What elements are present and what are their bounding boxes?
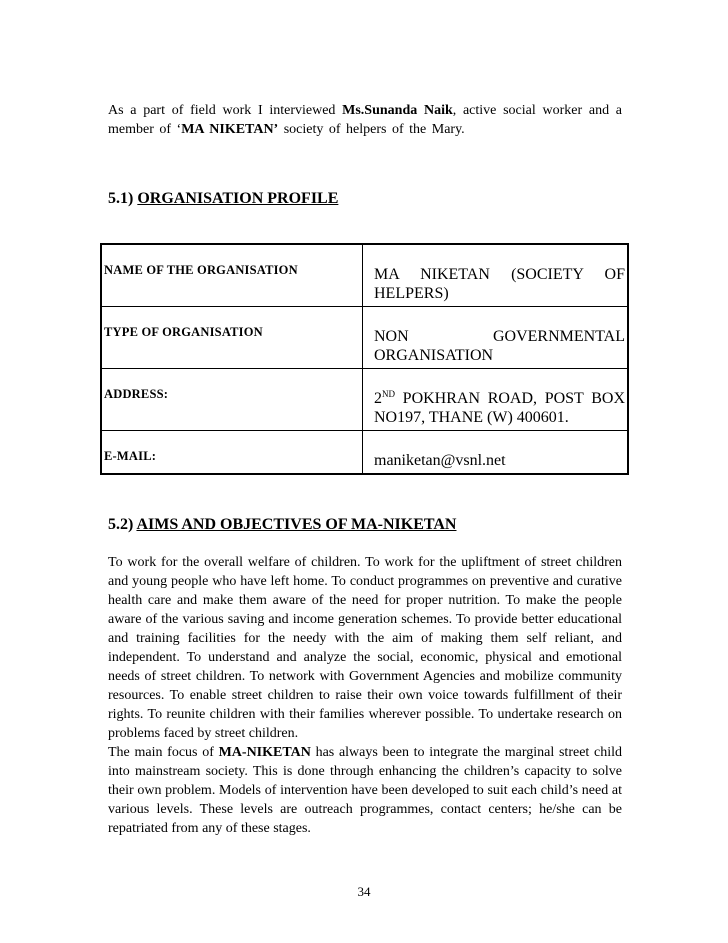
aims-paragraph-1: To work for the overall welfare of children. To work for the upliftment of street children and young people who have left home. To conduct programmes on preventive and curative health care and make them aware of the need for proper nutrition. To make the people aware of the various saving and income generation schemes. To provide better educational and training facilities for the needy with the aim of making them self reliant, and independent. To understand and analyze the social, economic, physical and emotional needs of street children. To network with Government Agencies and mobilize community resources. To enable street children to raise their own voice towards fulfillment of their rights. To reunite children with their families wherever possible. To undertake research on problems faced by street children. bbox=[108, 555, 622, 741]
table-row bbox=[101, 244, 628, 307]
section-number: 5.1) bbox=[108, 190, 138, 207]
email-label: E-MAIL: bbox=[101, 431, 363, 475]
name-value: MA NIKETAN (SOCIETY OF HELPERS) bbox=[363, 244, 629, 307]
address-value bbox=[363, 369, 629, 431]
address-superscript: ND bbox=[382, 389, 395, 399]
section-number: 5.2) bbox=[108, 516, 137, 533]
section-title: ORGANISATION PROFILE bbox=[137, 190, 339, 207]
para2-bold: MA-NIKETAN bbox=[218, 745, 311, 760]
table-row bbox=[101, 369, 628, 431]
interviewee-name: Ms.Sunanda Naik bbox=[342, 103, 453, 118]
org-name: MA NIKETAN’ bbox=[181, 122, 279, 137]
section-heading-org-profile bbox=[108, 190, 338, 208]
intro-text-2: , active social worker and a member of ‘ bbox=[108, 103, 623, 137]
table-row bbox=[101, 307, 628, 369]
aims-paragraph-2 bbox=[108, 743, 622, 838]
address-label: ADDRESS: bbox=[101, 369, 363, 431]
organisation-profile-table bbox=[100, 243, 629, 475]
intro-text-1: As a part of field work I interviewed bbox=[108, 103, 343, 118]
type-value: NON GOVERNMENTAL ORGANISATION bbox=[363, 307, 629, 369]
aims-text bbox=[108, 553, 622, 838]
name-label: NAME OF THE ORGANISATION bbox=[101, 244, 363, 307]
type-label: TYPE OF ORGANISATION bbox=[101, 307, 363, 369]
address-number: 2 bbox=[374, 390, 382, 407]
page-number: 34 bbox=[357, 884, 371, 899]
intro-text-3: society of helpers of the Mary. bbox=[278, 122, 465, 137]
email-value: maniketan@vsnl.net bbox=[363, 431, 629, 475]
address-rest: POKHRAN ROAD, POST BOX NO197, THANE (W) 400601. bbox=[374, 390, 625, 426]
para2-start: The main focus of bbox=[108, 745, 219, 760]
intro-paragraph bbox=[108, 101, 622, 139]
section-title: AIMS AND OBJECTIVES OF MA-NIKETAN bbox=[136, 516, 457, 533]
para2-rest: has always been to integrate the marginal street child into mainstream society. This is done through enhancing the children’s capacity to solve their own problem. Models of intervention have been developed to suit each child’s need at various levels. These levels are outreach programmes, contact centers; he/she can be repatriated from any of these stages. bbox=[108, 745, 622, 836]
table-row bbox=[101, 431, 628, 475]
section-heading-aims bbox=[108, 516, 456, 534]
